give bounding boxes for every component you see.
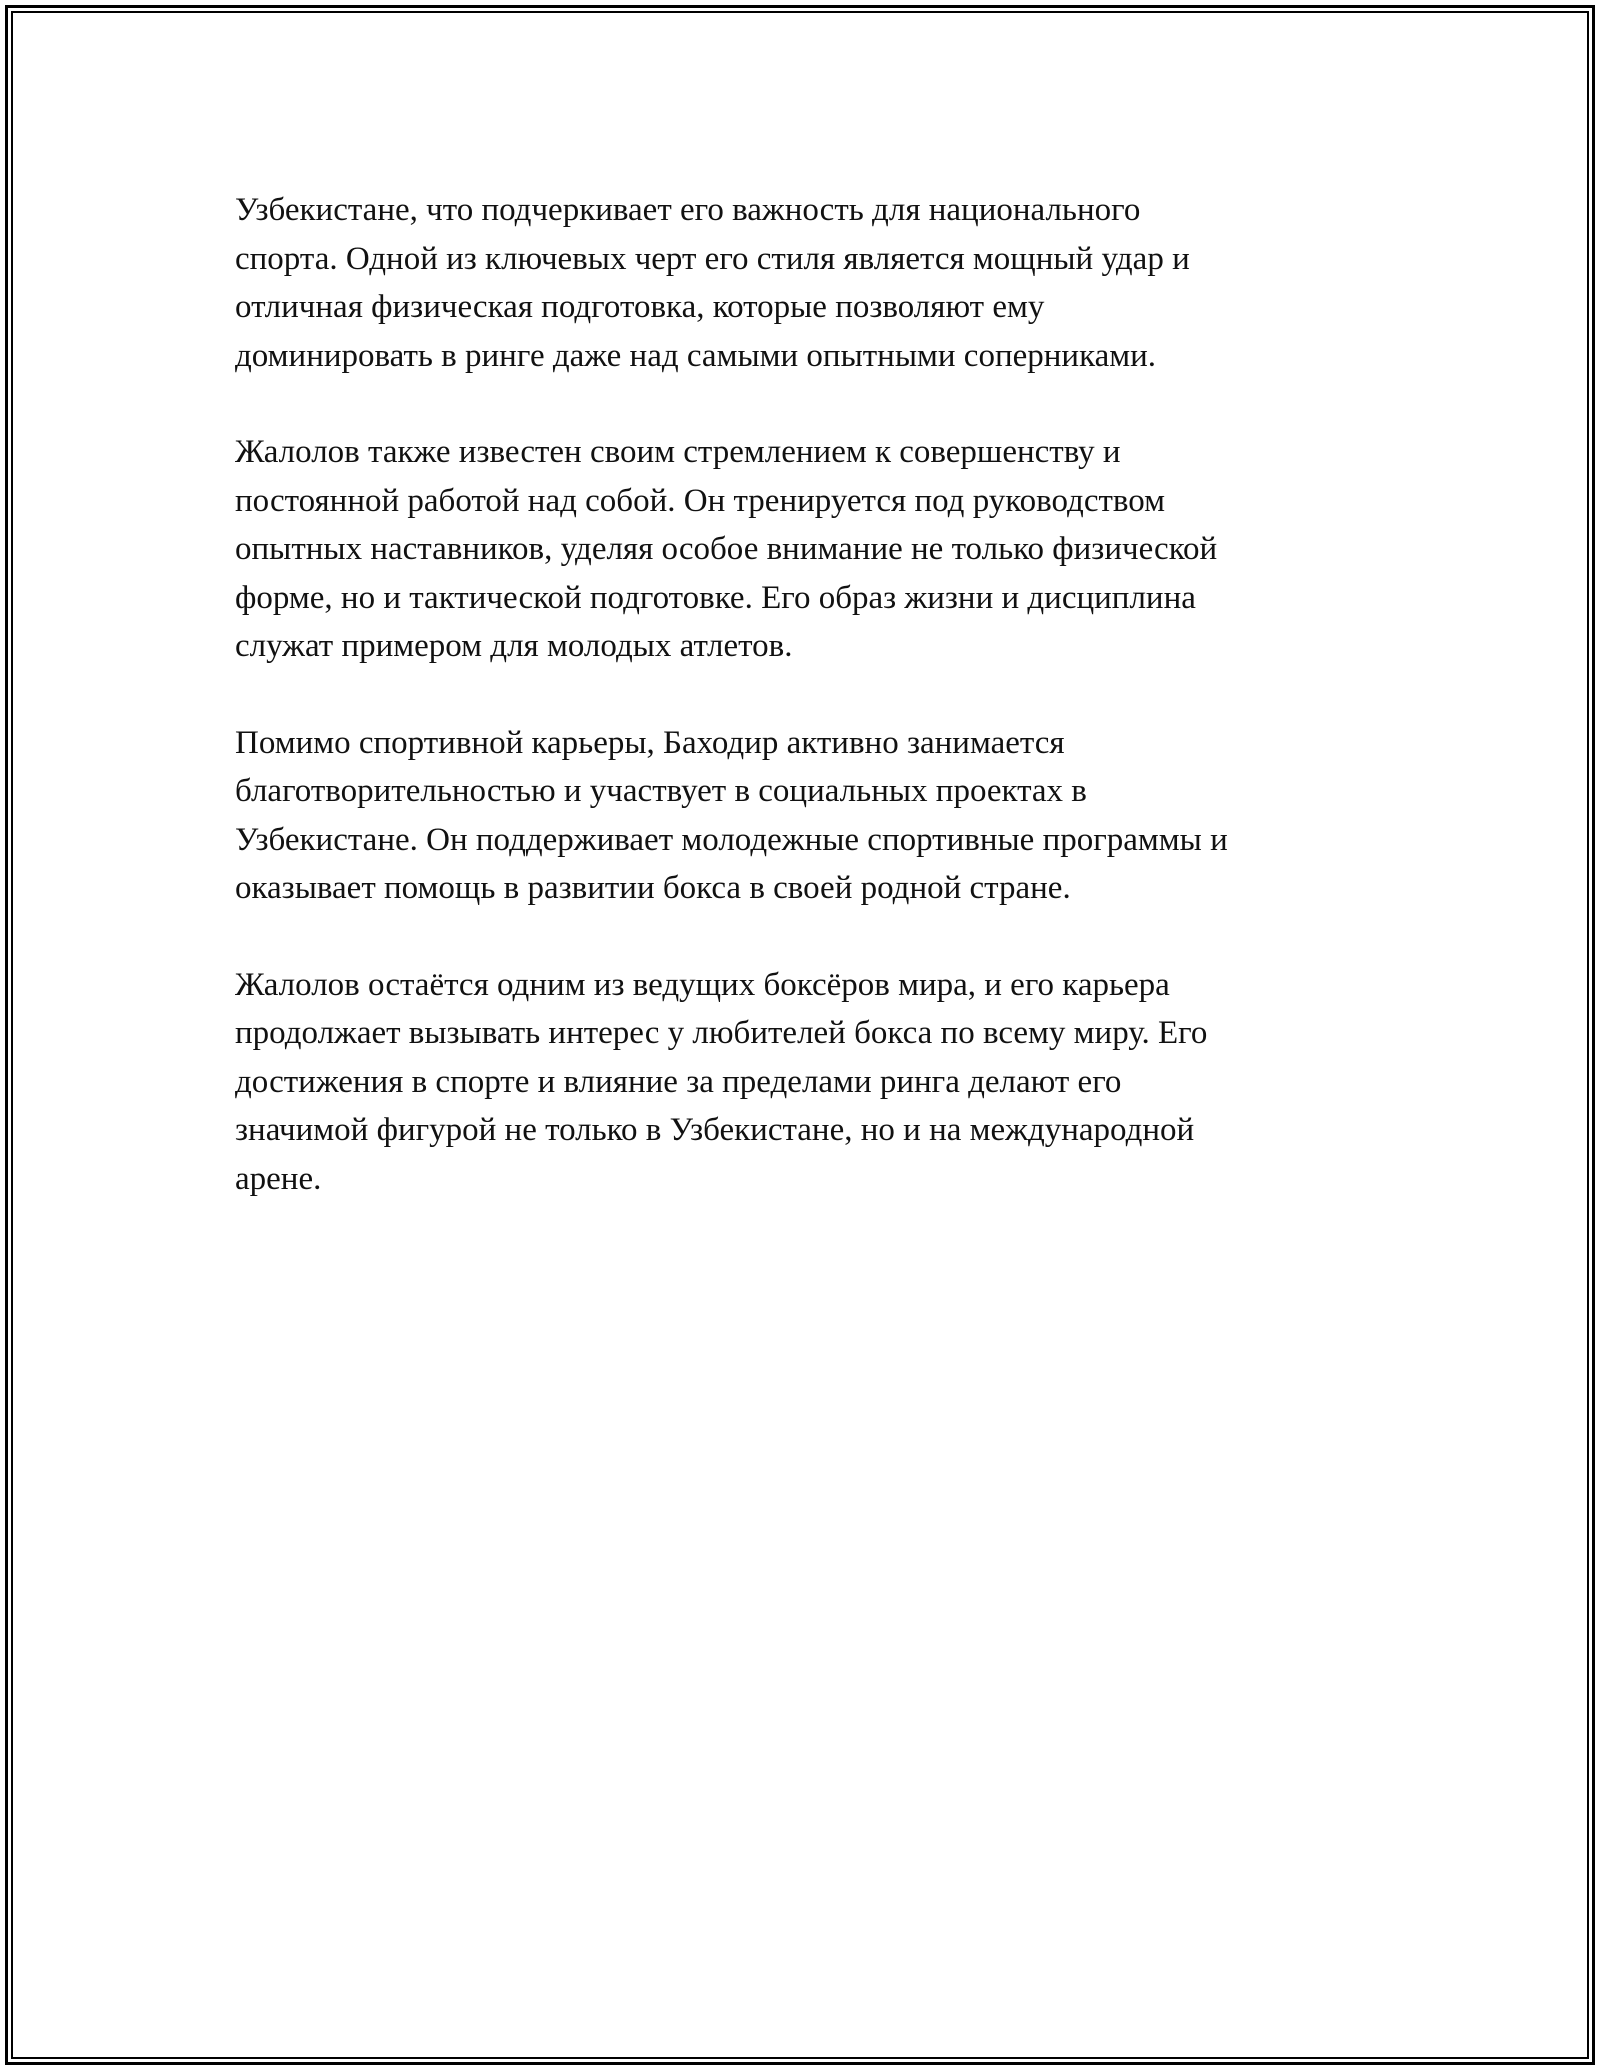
paragraph-4: Жалолов остаётся одним из ведущих боксёров мира, и его карьера продолжает вызывать интерес у любителей бокса по всему миру. Его достижения в спорте и влияние за пределами ринга делают его значимой фигурой не только в Узбекистане, но и на международной арене. [235,966,1208,1197]
paragraph-2: Жалолов также известен своим стремлением к совершенству и постоянной работой над собой. Он тренируется под руководством опытных наставников, уделяя особое внимание не только физической форме, но и тактической подготовке. Его образ жизни и дисциплина служат примером для молодых атлетов. [235,434,1218,664]
document-body [235,186,1365,1251]
paragraph-1: Узбекистане, что подчеркивает его важность для национального спорта. Одной из ключевых черт его стиля является мощный удар и отличная физическая подготовка, которые позволяют ему доминировать в ринге даже над самыми опытными соперниками. [235,192,1190,374]
paragraph-3: Помимо спортивной карьеры, Баходир активно занимается благотворительностью и участвует в социальных проектах в Узбекистане. Он поддерживает молодежные спортивные программы и оказывает помощь в развитии бокса в своей родной стране. [235,724,1228,906]
